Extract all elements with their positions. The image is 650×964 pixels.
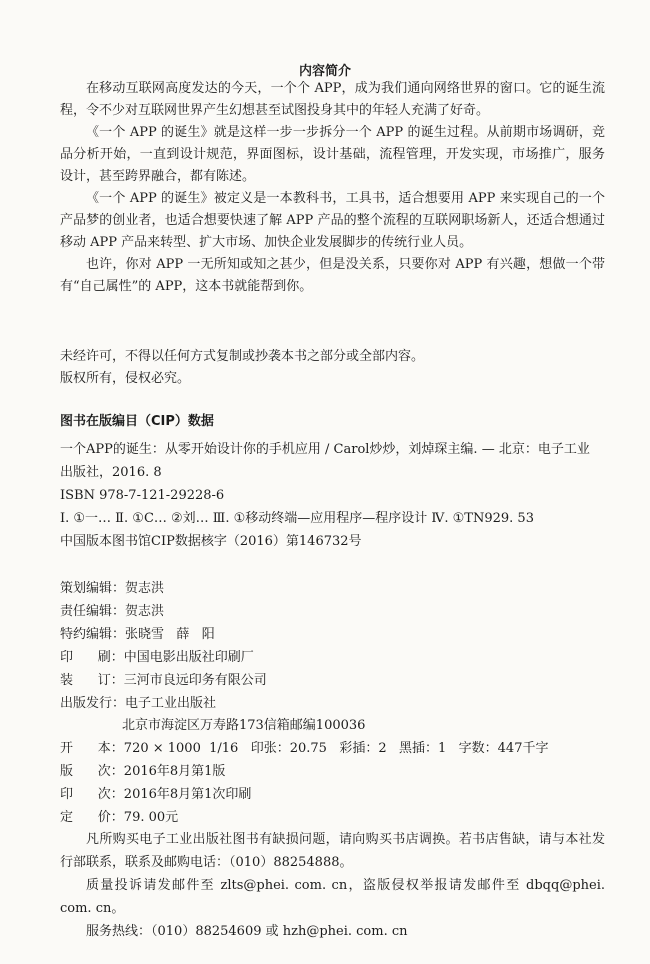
credit-printing: 印 次：2016年8月第1次印刷	[60, 787, 252, 803]
cip-heading: 图书在版编目（CIP）数据	[60, 414, 214, 429]
credit-publisher: 出版发行：电子工业出版社	[60, 695, 217, 711]
intro-title: 内容简介	[298, 64, 351, 79]
cip-line-4: Ⅰ. ①一… Ⅱ. ①C… ②刘… Ⅲ. ①移动终端—应用程序—程序设计 Ⅳ. ①TN929. 53	[60, 511, 534, 526]
credit-responsible-editor: 责任编辑：贺志洪	[60, 603, 165, 619]
intro-section	[60, 78, 605, 298]
credit-contributing-editor: 特约编辑：张晓雪 薛 阳	[60, 626, 215, 642]
notice-line-2: 版权所有，侵权必究。	[60, 371, 191, 386]
credit-publisher-address: 北京市海淀区万寿路173信箱邮编100036	[60, 718, 366, 734]
intro-paragraph-4: 也许，你对 APP 一无所知或知之甚少，但是没关系，只要你对 APP 有兴趣，想做一个带有“自己属性”的 APP，这本书就能帮到你。	[60, 257, 605, 294]
publication-credits	[60, 578, 620, 830]
notice-line-1: 未经许可，不得以任何方式复制或抄袭本书之部分或全部内容。	[60, 349, 425, 364]
copyright-notice	[60, 346, 605, 390]
intro-paragraph-1: 在移动互联网高度发达的今天，一个个 APP，成为我们通向网络世界的窗口。它的诞生流程，令不少对互联网世界产生幻想甚至试图投身其中的年轻人充满了好奇。	[60, 81, 605, 118]
credit-edition: 版 次：2016年8月第1版	[60, 764, 226, 780]
service-paragraph-1: 凡所购买电子工业出版社图书有缺损问题，请向购买书店调换。若书店售缺，请与本社发行部联系，联系及邮购电话：（010）88254888。	[60, 832, 605, 870]
credit-printer: 印 刷：中国电影出版社印刷厂	[60, 649, 254, 665]
credit-price: 定 价：79. 00元	[60, 810, 179, 826]
cip-line-1: 一个APP的诞生：从零开始设计你的手机应用 / Carol炒炒，刘焯琛主编. — 北京：电子工业	[60, 442, 590, 457]
intro-paragraph-3: 《一个 APP 的诞生》被定义是一本教科书，工具书，适合想要用 APP 来实现自己的一个产品梦的创业者，也适合想要快速了解 APP 产品的整个流程的互联网职场新人，还适合想通过移动 APP 产品来转型、扩大市场、加快企业发展脚步的传统行业人员。	[60, 191, 605, 250]
credit-planning-editor: 策划编辑：贺志洪	[60, 581, 165, 596]
cip-line-2: 出版社，2016. 8	[60, 465, 162, 480]
cip-line-5: 中国版本图书馆CIP数据核字（2016）第146732号	[60, 534, 362, 549]
credit-format: 开 本：720 × 1000 1/16 印张：20.75 彩插：2 黑插：1 字数：447千字	[60, 741, 549, 757]
credit-binder: 装 订：三河市良远印务有限公司	[60, 672, 267, 688]
cip-data	[60, 438, 605, 553]
service-paragraph-2: 质量投诉请发邮件至 zlts@phei. com. cn，盗版侵权举报请发邮件至 dbqq@phei. com. cn。	[60, 878, 605, 916]
intro-paragraph-2: 《一个 APP 的诞生》就是这样一步一步拆分一个 APP 的诞生过程。从前期市场调研，竞品分析开始，一直到设计规范，界面图标，设计基础，流程管理，开发实现，市场推广，服务设计，甚至跨界融合，都有陈述。	[60, 125, 605, 184]
service-notice	[60, 828, 605, 943]
service-paragraph-3: 服务热线：（010）88254609 或 hzh@phei. com. cn	[86, 924, 408, 939]
cip-line-3: ISBN 978-7-121-29228-6	[60, 488, 225, 503]
